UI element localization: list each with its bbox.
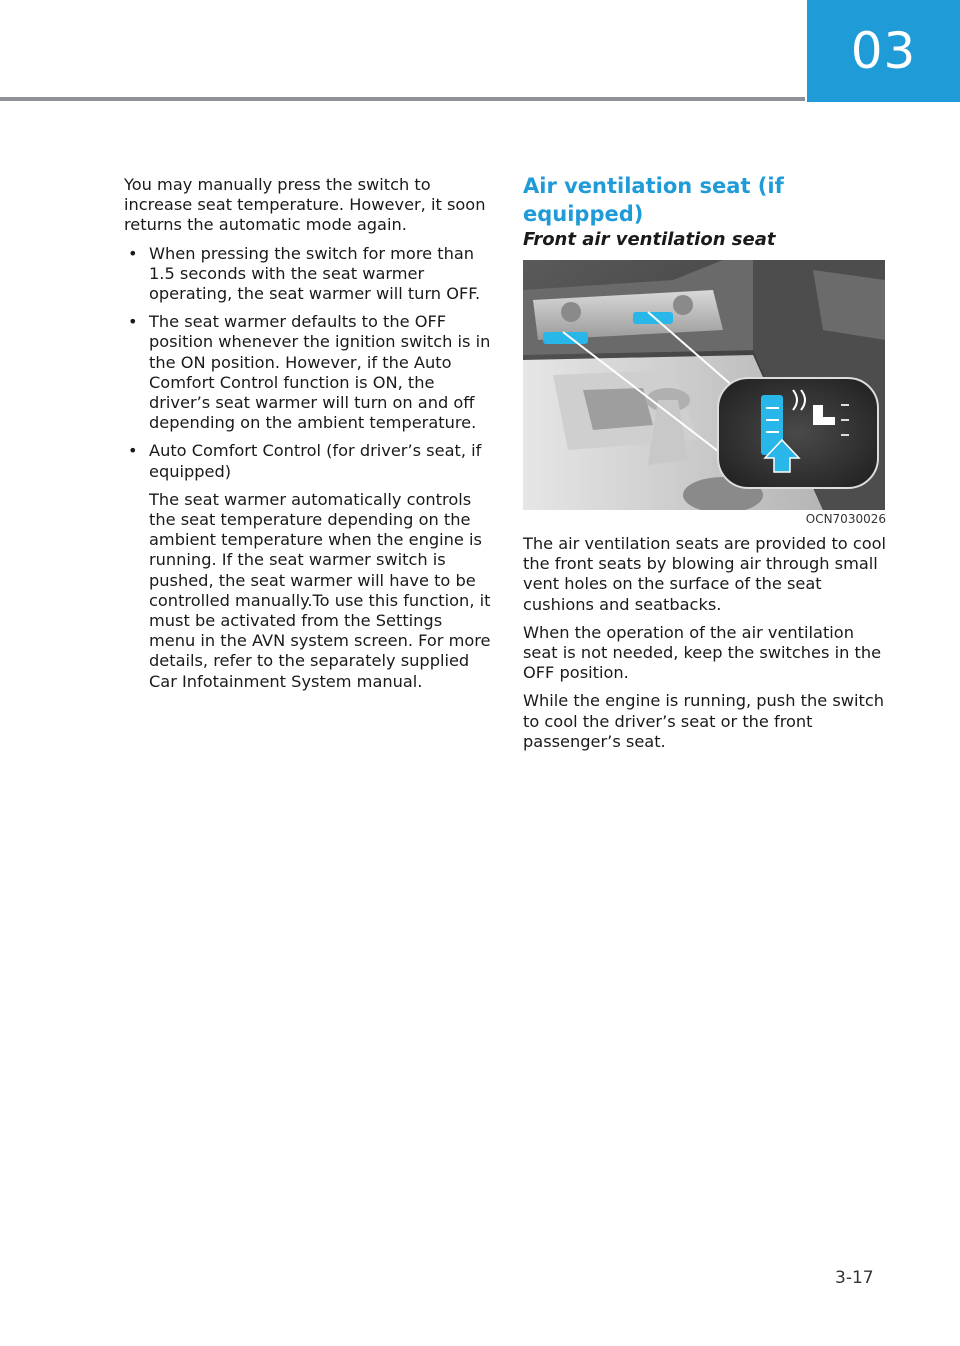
figure-caption: OCN7030026: [805, 512, 886, 526]
bullet-item: [124, 244, 492, 305]
page-number: 3-17: [835, 1268, 874, 1288]
bullet-icon: •: [128, 312, 138, 332]
section-title: Air ventilation seat (if equipped): [523, 174, 784, 226]
bullet-text: When pressing the switch for more than 1.5 seconds with the seat warmer operating, the seat warmer will turn OFF.: [149, 243, 481, 304]
body-paragraph: The air ventilation seats are provided to cool the front seats by blowing air through small vent holes on the surface of the seat cushions and seatbacks.: [523, 534, 887, 614]
chapter-number: 03: [850, 22, 917, 80]
bullet-icon: •: [128, 441, 138, 461]
ventilation-seat-illustration: [523, 260, 885, 510]
right-column: [523, 172, 888, 760]
bullet-list: [124, 244, 492, 692]
bullet-icon: •: [128, 243, 138, 263]
bullet-subparagraph: The seat warmer automatically controls the seat temperature depending on the ambient temperature when the engine is running. If the seat warmer switch is pushed, the seat warmer will have to be controlled manually.To use this function, it must be activated from the Settings menu in the AVN system screen. For more details, refer to the separately supplied Car Infotainment System manual.: [149, 489, 491, 691]
left-column: [124, 175, 492, 700]
bullet-text: Auto Comfort Control (for driver’s seat, if equipped): [149, 441, 482, 481]
intro-paragraph: You may manually press the switch to increase seat temperature. However, it soon returns the automatic mode again.: [124, 175, 486, 235]
console-illustration-icon: [523, 260, 885, 510]
bullet-text: The seat warmer defaults to the OFF position whenever the ignition switch is in the ON position. However, if the Auto Comfort Control function is ON, the driver’s seat warmer will turn on and off depending on the ambient temperature.: [149, 312, 491, 433]
chapter-tab: [807, 0, 960, 102]
bullet-item: [124, 312, 492, 433]
header-rule: [0, 97, 805, 101]
subsection-title: Front air ventilation seat: [523, 229, 776, 250]
body-paragraph: When the operation of the air ventilation seat is not needed, keep the switches in the OFF position.: [523, 622, 882, 683]
body-paragraph: While the engine is running, push the switch to cool the driver’s seat or the front passenger’s seat.: [523, 691, 885, 751]
bullet-item: [124, 441, 492, 691]
